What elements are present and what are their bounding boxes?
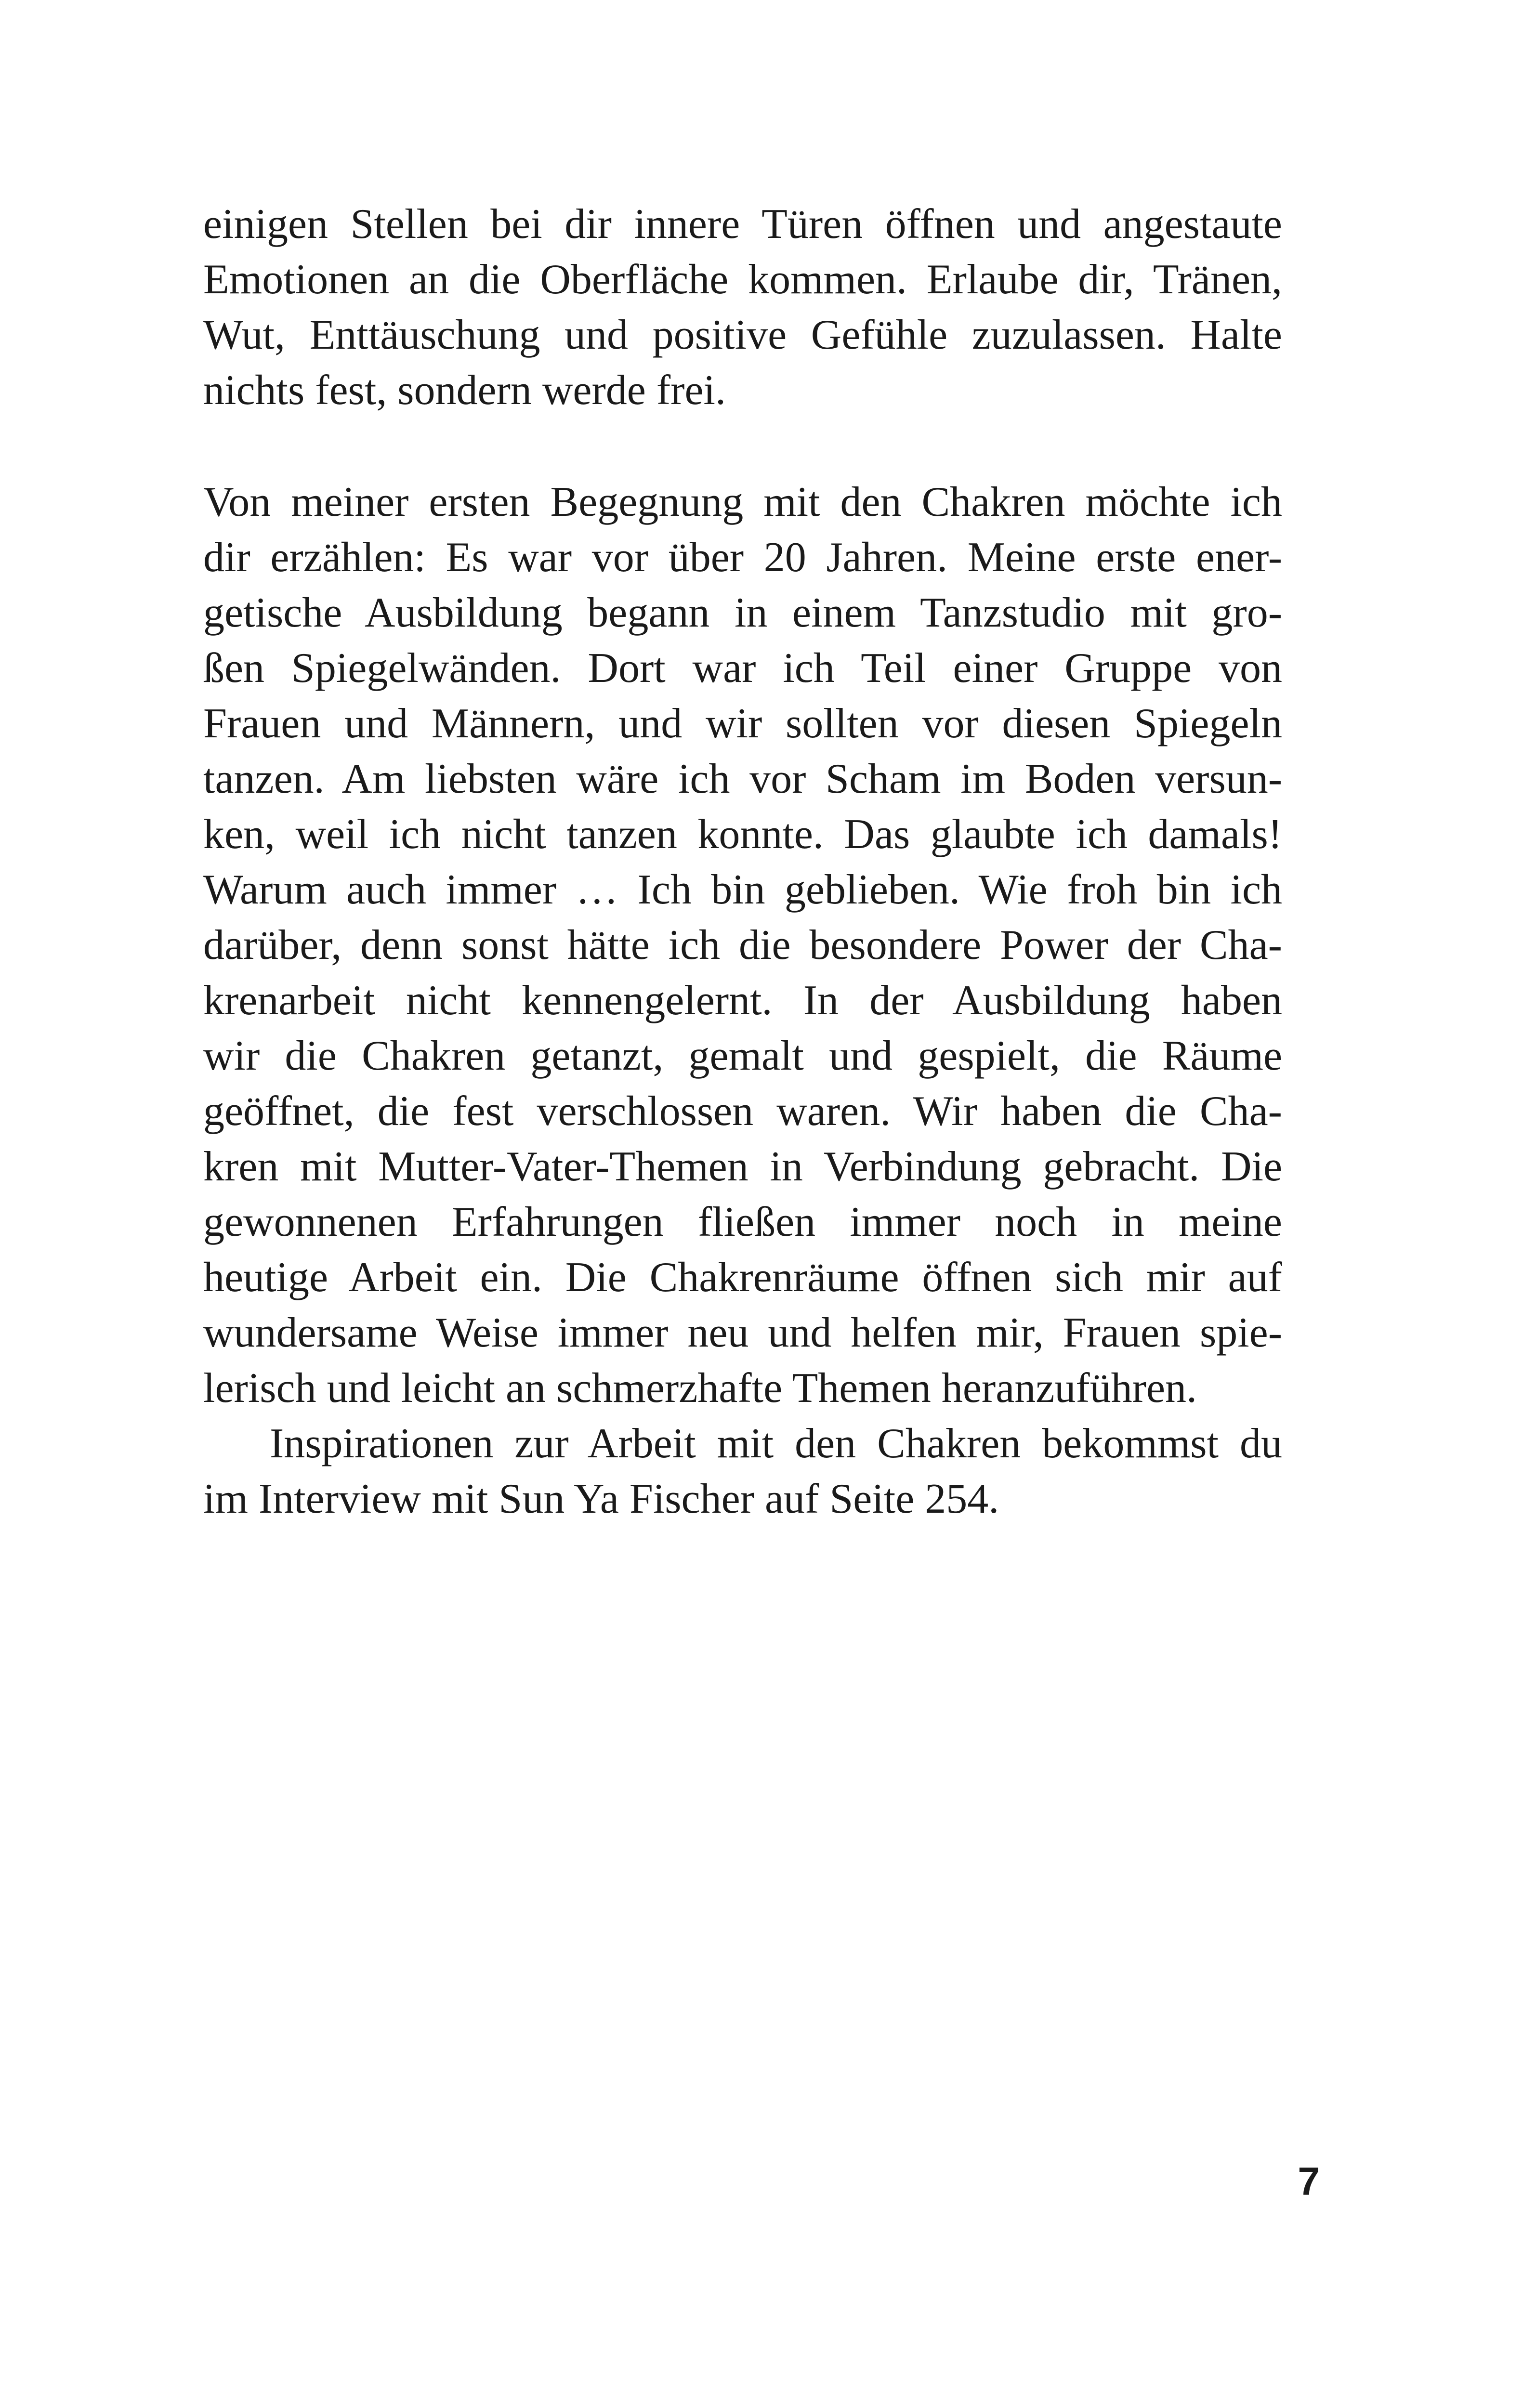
text-line: lerisch und leicht an schmerzhafte Themen heranzuführen. — [203, 1365, 1197, 1412]
text-line: heutige Arbeit ein. Die Chakrenräume öffnen sich mir auf — [203, 1254, 1282, 1301]
text-line: Warum auch immer … Ich bin geblieben. Wie froh bin ich — [203, 866, 1282, 913]
text-line: ken, weil ich nicht tanzen konnte. Das glaubte ich damals! — [203, 811, 1282, 858]
paragraph-3-line: im Interview mit Sun Ya Fischer auf Seite 254. — [203, 1476, 999, 1522]
paragraph-3-line: Inspirationen zur Arbeit mit den Chakren bekommst du — [270, 1420, 1282, 1467]
page-number: 7 — [1298, 2159, 1320, 2203]
text-line: geöffnet, die fest verschlossen waren. Wir haben die Cha- — [203, 1088, 1282, 1135]
text-line: wir die Chakren getanzt, gemalt und gespielt, die Räume — [203, 1033, 1282, 1079]
text-line: Frauen und Männern, und wir sollten vor diesen Spiegeln — [203, 700, 1282, 747]
text-line: gewonnenen Erfahrungen fließen immer noch in meine — [203, 1199, 1282, 1245]
text-line: krenarbeit nicht kennengelernt. In der Ausbildung haben — [203, 977, 1282, 1024]
text-line: getische Ausbildung begann in einem Tanzstudio mit gro- — [203, 589, 1282, 636]
text-line: ßen Spiegelwänden. Dort war ich Teil einer Gruppe von — [203, 645, 1282, 692]
text-line: einigen Stellen bei dir innere Türen öffnen und angestaute — [203, 201, 1282, 248]
paragraph-2 — [203, 474, 1282, 1527]
text-line: nichts fest, sondern werde frei. — [203, 367, 726, 414]
text-line: dir erzählen: Es war vor über 20 Jahren. Meine erste ener- — [203, 534, 1282, 581]
text-line: tanzen. Am liebsten wäre ich vor Scham im Boden versun- — [203, 756, 1282, 802]
text-line: Von meiner ersten Begegnung mit den Chakren möchte ich — [203, 479, 1282, 525]
text-line: Wut, Enttäuschung und positive Gefühle zuzulassen. Halte — [203, 312, 1282, 358]
text-line: darüber, denn sonst hätte ich die besondere Power der Cha- — [203, 922, 1282, 968]
paragraph-1 — [203, 196, 1282, 418]
text-line: kren mit Mutter-Vater-Themen in Verbindung gebracht. Die — [203, 1143, 1282, 1190]
text-line: wundersame Weise immer neu und helfen mir, Frauen spie- — [203, 1309, 1282, 1356]
text-line: Emotionen an die Oberfläche kommen. Erlaube dir, Tränen, — [203, 256, 1282, 303]
